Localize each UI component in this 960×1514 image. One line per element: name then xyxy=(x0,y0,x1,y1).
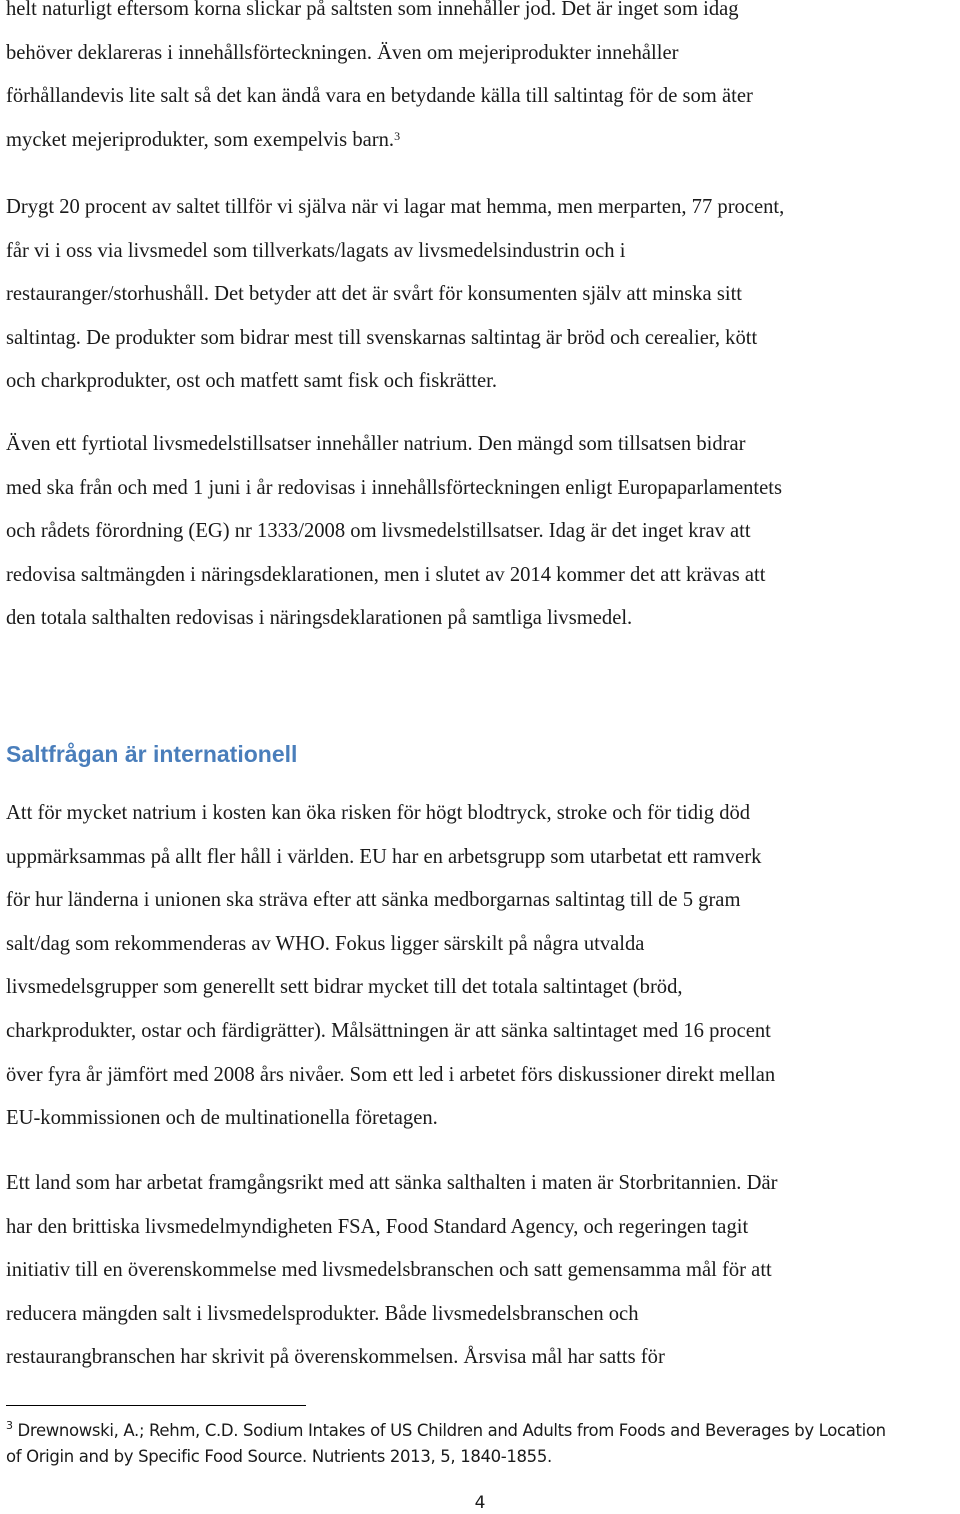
text-line: och charkprodukter, ost och matfett samt fisk och fiskrätter. xyxy=(6,370,497,393)
text-line: får vi i oss via livsmedel som tillverkats/lagats av livsmedelsindustrin och i xyxy=(6,239,626,262)
text-line: har den brittiska livsmedelmyndigheten FSA, Food Standard Agency, och regeringen tagit xyxy=(6,1215,749,1238)
paragraph-eu-framework xyxy=(6,792,960,1141)
text-line: livsmedelsgrupper som generellt sett bidrar mycket till det totala saltintaget (bröd, xyxy=(6,976,683,999)
paragraph-food-additives xyxy=(6,423,960,641)
text-line: EU-kommissionen och de multinationella företagen. xyxy=(6,1107,438,1130)
text-line: mycket mejeriprodukter, som exempelvis barn. xyxy=(6,128,395,151)
footnote-separator xyxy=(6,1405,306,1406)
paragraph-salt-sources xyxy=(6,186,960,404)
footnote-text: Drewnowski, A.; Rehm, C.D. Sodium Intakes of US Children and Adults from Foods and Beverages by Location xyxy=(12,1421,886,1440)
footnote-reference[interactable]: 3 xyxy=(394,128,401,143)
text-line: initiativ till en överenskommelse med livsmedelsbranschen och satt gemensamma mål för att xyxy=(6,1259,772,1282)
footnote-line: of Origin and by Specific Food Source. Nutrients 2013, 5, 1840-1855. xyxy=(6,1447,552,1466)
footnote-marker: 3 xyxy=(6,1419,13,1432)
section-heading: Saltfrågan är internationell xyxy=(6,741,298,767)
text-line: Drygt 20 procent av saltet tillför vi själva när vi lagar mat hemma, men merparten, 77 procent, xyxy=(6,196,785,218)
text-line: reducera mängden salt i livsmedelsprodukter. Både livsmedelsbranschen och xyxy=(6,1302,639,1325)
text-line: restaurangbranschen har skrivit på överenskommelsen. Årsvisa mål har satts för xyxy=(6,1346,665,1369)
text-line: Även ett fyrtiotal livsmedelstillsatser innehåller natrium. Den mängd som tillsatsen bidrar xyxy=(6,433,746,455)
text-line-with-footnote xyxy=(6,119,960,163)
text-line: den totala salthalten redovisas i näringsdeklarationen på samtliga livsmedel. xyxy=(6,607,633,630)
footnote xyxy=(6,1418,960,1470)
text-line: förhållandevis lite salt så det kan ändå vara en betydande källa till saltintag för de som äter xyxy=(6,85,753,108)
paragraph-dairy-iodine xyxy=(6,0,960,162)
footnote-line xyxy=(6,1418,960,1444)
text-line: saltintag. De produkter som bidrar mest till svenskarnas saltintag är bröd och cerealier, kött xyxy=(6,326,758,349)
text-line: med ska från och med 1 juni i år redovisas i innehållsförteckningen enligt Europaparlamentets xyxy=(6,476,783,499)
text-line: för hur länderna i unionen ska sträva efter att sänka medborgarnas saltintag till de 5 gram xyxy=(6,889,741,912)
text-line: salt/dag som rekommenderas av WHO. Fokus ligger särskilt på några utvalda xyxy=(6,932,645,955)
page-number: 4 xyxy=(474,1493,486,1513)
text-line: Ett land som har arbetat framgångsrikt med att sänka salthalten i maten är Storbritannien. Där xyxy=(6,1172,778,1194)
text-line: över fyra år jämfört med 2008 års nivåer. Som ett led i arbetet förs diskussioner direkt mellan xyxy=(6,1063,776,1086)
text-line: och rådets förordning (EG) nr 1333/2008 om livsmedelstillsatser. Idag är det inget krav att xyxy=(6,520,751,543)
text-line: helt naturligt eftersom korna slickar på saltsten som innehåller jod. Det är inget som idag xyxy=(6,0,739,20)
paragraph-uk-example xyxy=(6,1162,960,1380)
text-line: restauranger/storhushåll. Det betyder att det är svårt för konsumenten själv att minska sitt xyxy=(6,283,743,306)
text-line: charkprodukter, ostar och färdigrätter). Målsättningen är att sänka saltintaget med 16 procent xyxy=(6,1019,771,1042)
text-line: behöver deklareras i innehållsförteckningen. Även om mejeriprodukter innehåller xyxy=(6,41,679,64)
text-line: Att för mycket natrium i kosten kan öka risken för högt blodtryck, stroke och för tidig död xyxy=(6,802,751,824)
text-line: redovisa saltmängden i näringsdeklarationen, men i slutet av 2014 kommer det att krävas att xyxy=(6,563,766,586)
text-line: uppmärksammas på allt fler håll i världen. EU har en arbetsgrupp som utarbetat ett ramverk xyxy=(6,845,762,868)
